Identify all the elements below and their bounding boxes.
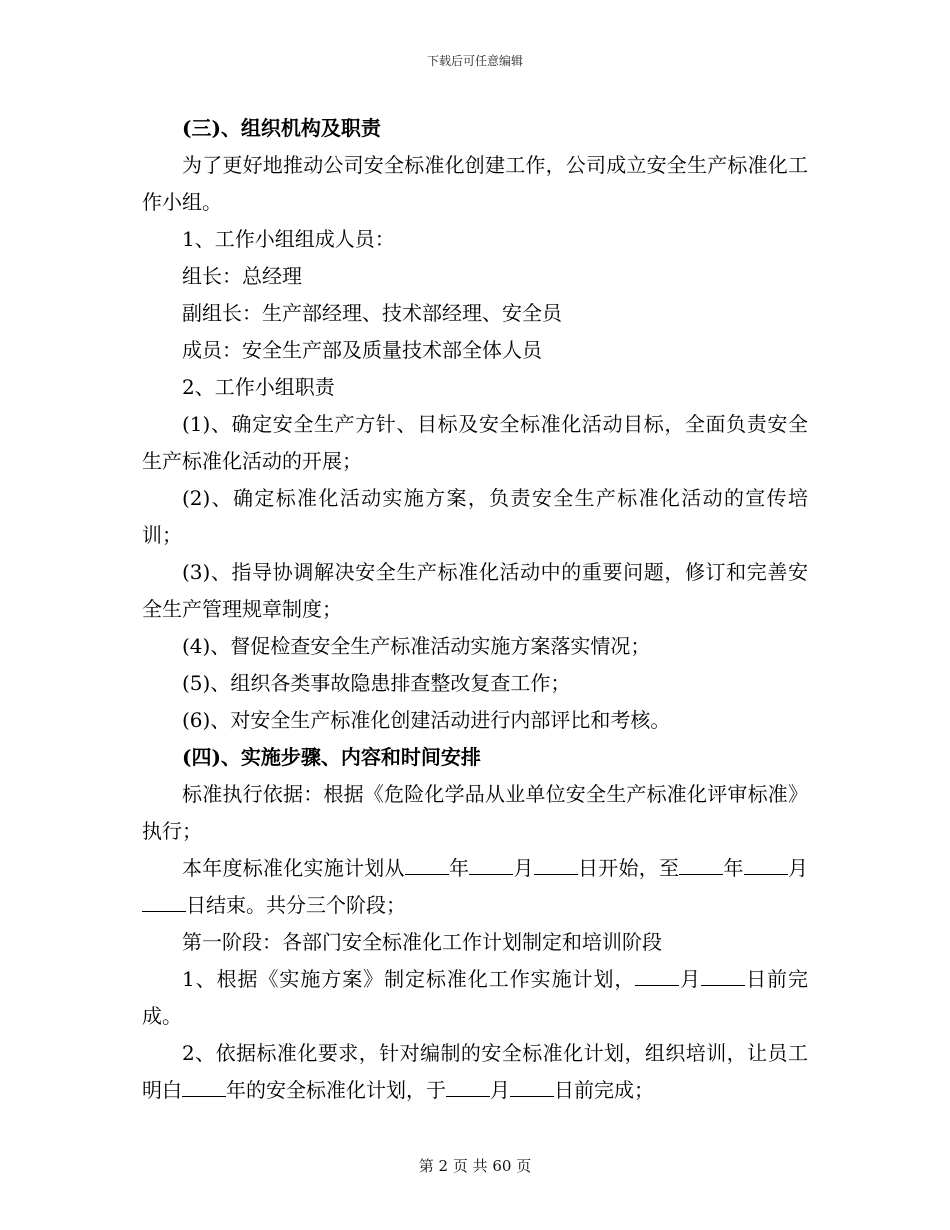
blank-field [534,852,578,875]
paragraph-deputy: 副组长：生产部经理、技术部经理、安全员 [182,301,562,325]
blank-field [469,852,513,875]
paragraph-intro: 为了更好地推动公司安全标准化创建工作，公司成立安全生产标准化工作小组。 [142,153,808,214]
section-heading-3: (三)、组织机构及职责 [182,116,381,140]
blank-field [510,1074,554,1097]
blank-field [701,963,745,986]
step2-text-3: 月 [490,1078,510,1102]
duty-item-6: (6)、对安全生产标准化创建活动进行内部评比和考核。 [182,708,671,732]
page-number-footer: 第 2 页 共 60 页 [418,1157,532,1175]
paragraph-duties-title: 2、工作小组职责 [182,375,335,399]
blank-field [744,852,788,875]
step1-text-2: 月 [679,967,702,991]
plan-text-3: 月 [513,856,534,880]
page-header-note: 下载后可任意编辑 [426,54,523,68]
blank-field [405,852,449,875]
step1-text-3: 日前完成。 [142,967,808,1028]
document-body [142,110,808,1109]
plan-text-4: 日开始，至 [577,856,680,880]
step-item-1 [142,961,808,1035]
plan-text-7: 日结束。共分三个阶段； [186,893,406,917]
plan-text-2: 年 [448,856,470,880]
paragraph-plan [142,850,808,924]
step2-text-4: 日前完成； [554,1078,654,1102]
paragraph-stage-1: 第一阶段：各部门安全标准化工作计划制定和培训阶段 [182,930,662,954]
blank-field [182,1074,226,1097]
blank-field [446,1074,490,1097]
duty-item-3: (3)、指导协调解决安全生产标准化活动中的重要问题，修订和完善安全生产管理规章制度； [142,560,808,621]
plan-text-5: 年 [723,856,744,880]
step2-text-1: 2、依据标准化要求，针对编制的安全标准化计划，组织培训，让员工明白 [142,1041,808,1102]
duty-item-5: (5)、组织各类事故隐患排查整改复查工作； [182,671,571,695]
plan-text-6: 月 [787,856,808,880]
blank-field [635,963,679,986]
duty-item-2: (2)、确定标准化活动实施方案，负责安全生产标准化活动的宣传培训； [142,486,808,547]
step2-text-2: 年的安全标准化计划，于 [226,1078,446,1102]
duty-item-4: (4)、督促检查安全生产标准活动实施方案落实情况； [182,634,651,658]
step1-text-1: 1、根据《实施方案》制定标准化工作实施计划， [182,967,636,991]
section-heading-4: (四)、实施步骤、内容和时间安排 [182,745,481,769]
step-item-2 [142,1035,808,1109]
paragraph-basis: 标准执行依据：根据《危险化学品从业单位安全生产标准化评审标准》执行； [142,782,808,843]
blank-field [142,889,186,912]
duty-item-1: (1)、确定安全生产方针、目标及安全标准化活动目标，全面负责安全生产标准化活动的开展； [142,412,808,473]
paragraph-members-title: 1、工作小组组成人员： [182,227,395,251]
plan-text-1: 本年度标准化实施计划从 [182,856,405,880]
blank-field [679,852,723,875]
paragraph-members: 成员：安全生产部及质量技术部全体人员 [182,338,542,362]
paragraph-leader: 组长：总经理 [182,264,302,288]
